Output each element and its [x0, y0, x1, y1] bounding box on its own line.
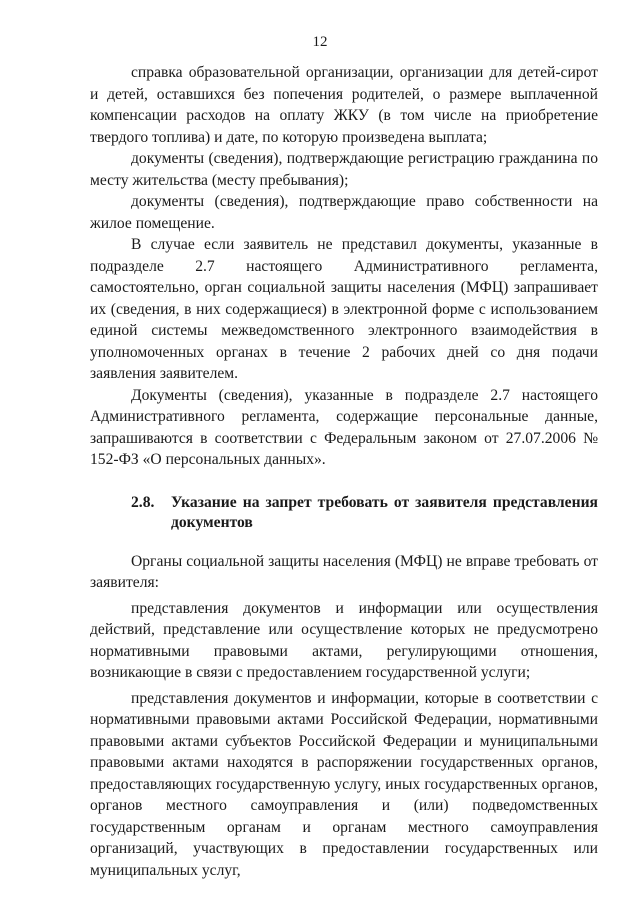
paragraph-ownership-docs: документы (сведения), подтверждающие право собственности на жилое помещение.: [90, 193, 598, 232]
paragraph-certificate: справка образовательной организации, организации для детей-сирот и детей, оставшихся без попечения родителей, о размере выплаченной компенсации расходов на оплату ЖКУ (в том числе на приобретение твердого топлива) и дате, по которую произведена выплата;: [90, 64, 598, 146]
section-heading: [90, 493, 598, 533]
document-body: [90, 62, 598, 881]
paragraph-prohibition-intro: Органы социальной защиты населения (МФЦ) не вправе требовать от заявителя:: [90, 552, 598, 591]
paragraph-prohibition-item-2: представления документов и информации, которые в соответствии с нормативными правовыми актами Российской Федерации, нормативными правовыми актами субъектов Российской Федерации и муниципальными правовыми актами находятся в распоряжении государственных органов, предоставляющих государственную услугу, иных государственных органов, органов местного самоуправления и (или) подведомственных государственным органам и органам местного самоуправления организаций, участвующих в предоставлении государственных или муниципальных услуг,: [90, 689, 598, 879]
paragraph-prohibition-item-1: представления документов и информации или осуществления действий, представление или осуществление которых не предусмотрено нормативными правовыми актами, регулирующими отношения, возникающие в связи с предоставлением государственной услуги;: [90, 599, 598, 681]
paragraph-personal-data: Документы (сведения), указанные в подразделе 2.7 настоящего Административного регламента, содержащие персональные данные, запрашиваются в соответствии с Федеральным законом от 27.07.2006 № 152-ФЗ «О персональных данных».: [90, 386, 598, 468]
paragraph-registration-docs: документы (сведения), подтверждающие регистрацию гражданина по месту жительства (месту пребывания);: [90, 150, 598, 189]
section-title: Указание на запрет требовать от заявителя представления документов: [171, 493, 598, 531]
page-number: 12: [312, 34, 328, 50]
paragraph-interagency-request: В случае если заявитель не представил документы, указанные в подразделе 2.7 настоящего Административного регламента, самостоятельно, орган социальной защиты населения (МФЦ) запрашивает их (сведения, в них содержащиеся) в электронной форме с использованием единой системы межведомственного электронного взаимодействия в уполномоченных органах в течение 2 рабочих дней со дня подачи заявления заявителем.: [90, 236, 598, 382]
section-number: 2.8.: [131, 493, 155, 511]
